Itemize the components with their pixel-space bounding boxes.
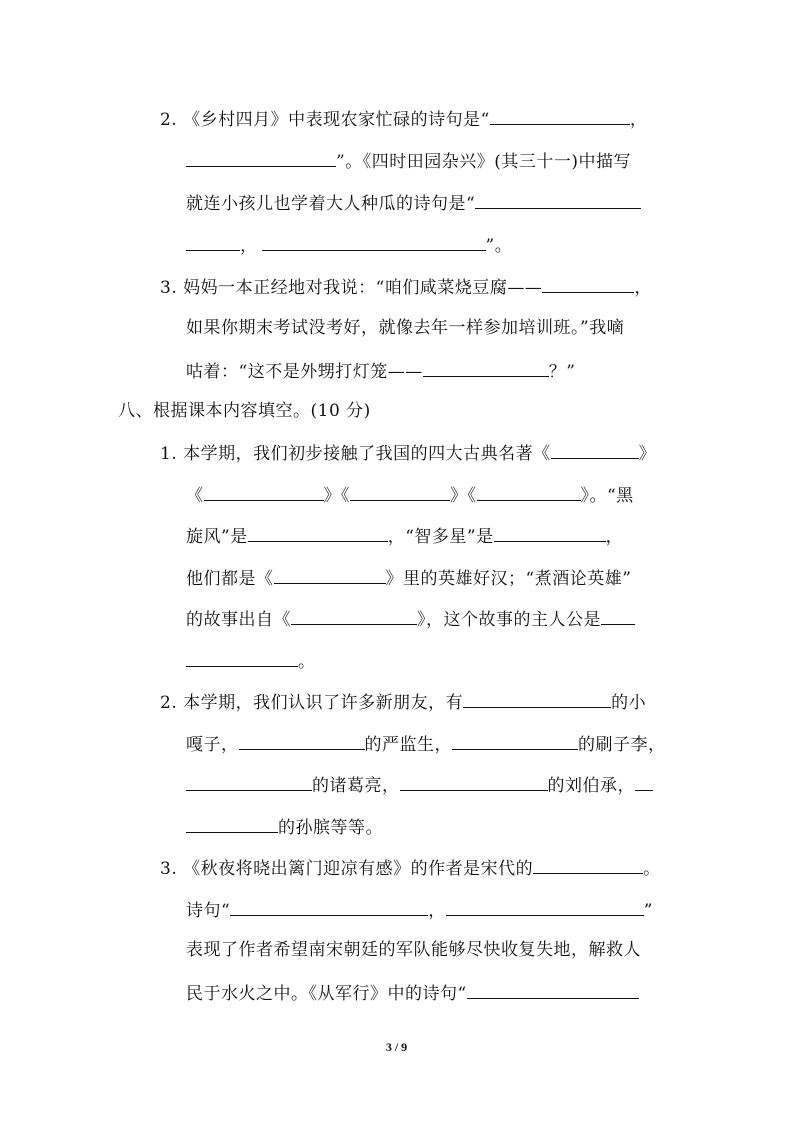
q8-item3-line1 xyxy=(160,855,661,881)
answer-blank[interactable] xyxy=(467,980,639,999)
answer-blank[interactable] xyxy=(186,232,240,251)
text: ， xyxy=(605,527,624,547)
answer-blank[interactable] xyxy=(400,772,548,791)
answer-blank[interactable] xyxy=(601,606,635,625)
text: ， xyxy=(240,236,258,256)
section-title: 八、根据课本内容填空。(10 分) xyxy=(118,401,371,421)
text: 》。“黑 xyxy=(580,486,634,506)
item-number: 3. xyxy=(160,278,178,298)
text: 嘎子， xyxy=(186,735,239,755)
answer-blank[interactable] xyxy=(350,482,450,501)
text: 的刷子李， xyxy=(578,735,666,755)
q8-item1-line2 xyxy=(186,482,634,508)
text: ？” xyxy=(548,362,576,382)
answer-blank[interactable] xyxy=(446,897,644,916)
text: ， xyxy=(634,278,652,298)
answer-blank[interactable] xyxy=(274,565,386,584)
answer-blank[interactable] xyxy=(551,440,639,459)
text: 。 xyxy=(298,652,316,672)
answer-blank[interactable] xyxy=(490,106,630,125)
answer-blank[interactable] xyxy=(291,606,417,625)
text: 》《 xyxy=(450,486,477,506)
text: 妈妈一本正经地对我说：“咱们咸菜烧豆腐—— xyxy=(183,278,543,298)
answer-blank[interactable] xyxy=(533,855,643,874)
q7-item3-line1 xyxy=(160,274,652,300)
q8-item1-line3 xyxy=(186,523,623,549)
q7-item2-line4 xyxy=(186,232,512,258)
text: ”。《四时田园杂兴》(其三十一)中描写 xyxy=(336,152,631,172)
answer-blank[interactable] xyxy=(186,814,278,833)
answer-blank[interactable] xyxy=(452,731,578,750)
q8-item2-line4 xyxy=(186,814,383,840)
answer-blank[interactable] xyxy=(477,482,581,501)
q8-item1-line1 xyxy=(160,440,656,466)
answer-blank[interactable] xyxy=(186,648,298,667)
item-number: 3. xyxy=(160,859,178,879)
item-number: 2. xyxy=(160,110,178,130)
text: 》《 xyxy=(323,486,350,506)
text: ”。 xyxy=(485,236,513,256)
answer-blank[interactable] xyxy=(542,274,634,293)
answer-blank[interactable] xyxy=(186,148,336,167)
q7-item3-line3 xyxy=(186,358,575,384)
text: 的诸葛亮， xyxy=(312,776,400,796)
q8-item3-line4 xyxy=(186,980,639,1006)
text: 的刘伯承， xyxy=(547,776,635,796)
text: 他们都是《 xyxy=(186,569,274,589)
answer-blank[interactable] xyxy=(475,190,641,209)
text: 的小 xyxy=(611,693,647,713)
text: 就连小孩儿也学着大人种瓜的诗句是“ xyxy=(186,194,476,214)
text: 《 xyxy=(186,486,204,506)
text: 。 xyxy=(643,859,661,879)
q8-item1-line4 xyxy=(186,565,631,591)
q7-item2-line1 xyxy=(160,106,647,132)
text: 本学期，我们初步接触了我国的四大古典名著《 xyxy=(183,444,551,464)
text: ，“智多星”是 xyxy=(387,527,494,547)
text: 咕着：“这不是外甥打灯笼—— xyxy=(186,362,423,382)
q8-item3-line2 xyxy=(186,897,653,923)
answer-blank[interactable] xyxy=(186,772,312,791)
q7-item2-line2 xyxy=(186,148,631,174)
answer-blank[interactable] xyxy=(230,897,428,916)
q7-item3-line2 xyxy=(186,316,624,340)
text: 表现了作者希望南宋朝廷的军队能够尽快收复失地，解救人 xyxy=(186,940,641,960)
q8-item2-line1 xyxy=(160,689,646,715)
text: ， xyxy=(629,110,648,130)
text: 《秋夜将晓出篱门迎凉有感》的作者是宋代的 xyxy=(183,859,534,879)
q8-item2-line2 xyxy=(186,731,666,757)
q8-item1-line5 xyxy=(186,606,635,632)
answer-blank[interactable] xyxy=(494,523,606,542)
q8-item1-line6 xyxy=(186,648,316,674)
text: 诗句“ xyxy=(186,901,231,921)
item-number: 2. xyxy=(160,693,178,713)
text: ” xyxy=(643,901,653,921)
answer-blank[interactable] xyxy=(423,358,549,377)
text: 的严监生， xyxy=(364,735,452,755)
text: 《乡村四月》中表现农家忙碌的诗句是“ xyxy=(183,110,490,130)
answer-blank[interactable] xyxy=(262,232,486,251)
text: 》 xyxy=(638,444,657,464)
q8-item2-line3 xyxy=(186,772,653,798)
q7-item2-line3 xyxy=(186,190,641,216)
answer-blank[interactable] xyxy=(239,731,365,750)
text: 如果你期末考试没考好，就像去年一样参加培训班。”我嘀 xyxy=(186,318,625,338)
text: 民于水火之中。《从军行》中的诗句“ xyxy=(186,984,467,1004)
text: ， xyxy=(428,901,446,921)
q8-item3-line3 xyxy=(186,938,641,962)
text: 》里的英雄好汉；“煮酒论英雄” xyxy=(385,569,632,589)
answer-blank[interactable] xyxy=(248,523,388,542)
text: 的故事出自《 xyxy=(186,610,291,630)
answer-blank[interactable] xyxy=(463,689,611,708)
text: 旋风”是 xyxy=(186,527,248,547)
item-number: 1. xyxy=(160,444,178,464)
text: 本学期，我们认识了许多新朋友，有 xyxy=(183,693,464,713)
answer-blank[interactable] xyxy=(635,772,653,791)
answer-blank[interactable] xyxy=(204,482,324,501)
page-number: 3 / 9 xyxy=(385,1040,408,1054)
text: 的孙膑等等。 xyxy=(278,818,383,838)
text: 》，这个故事的主人公是 xyxy=(417,610,601,630)
